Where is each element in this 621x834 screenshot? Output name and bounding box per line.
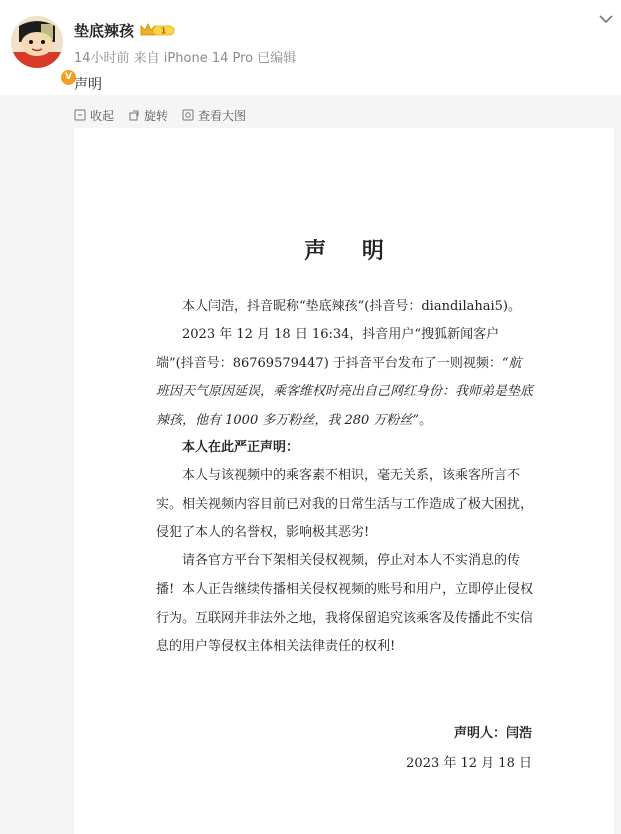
post-meta: 14小时前 来自 iPhone 14 Pro 已编辑 [74,51,297,66]
statement-image[interactable] [74,128,614,834]
collapse-label: 收起 [90,108,115,123]
statement-para-3: 本人在此严正声明： [182,440,300,455]
statement-para-5: 请各官方平台下架相关侵权视频，停止对本人不实消息的传播! [156,553,521,597]
rotate-icon [128,109,140,121]
username[interactable]: 垫底辣孩 [74,22,135,40]
magnify-icon [182,109,194,121]
image-toolbar [74,106,260,124]
verified-badge: V [60,69,77,86]
avatar[interactable] [11,16,72,82]
statement-title: 声 明 [304,238,398,264]
statement-signer: 声明人：闫浩 [453,726,532,741]
post-header [0,0,621,95]
rotate-button[interactable] [128,107,168,124]
member-level: 1 [160,26,167,36]
statement-para-2-quote: “航班因天气原因延误，乘客维权时亮出自己网红身份：我师弟是垫底辣孩，他有 1000 多万粉丝，我 280 万粉丝” [156,355,534,428]
statement-para-4: 本人与该视频中的乘客素不相识，毫无关系，该乘客所言不实。相关视频内容目前已对我的日常生活与工作造成了极大困扰，侵犯了本人的名誉权，影响极其恶劣! [156,468,534,540]
collapse-icon [74,109,86,121]
view-large-button[interactable] [182,107,246,124]
statement-para-2-intro: 2023 年 12 月 18 日 16:34，抖音用户“搜狐新闻客户端”(抖音号：86769579447) 于抖音平台发布了一则视频： [156,327,502,371]
statement-date: 2023 年 12 月 18 日 [406,756,532,771]
collapse-button[interactable] [74,107,114,124]
post-text: 声明 [74,77,102,93]
view-large-label: 查看大图 [198,108,247,123]
statement-para-2 [156,321,534,435]
rotate-label: 旋转 [144,108,169,123]
avatar-image [11,16,63,68]
statement-para-1: 本人闫浩，抖音昵称“垫底辣孩”(抖音号：diandilahai5)。 [182,299,521,314]
statement-para-6: 本人正告继续传播相关侵权视频的账号和用户，立即停止侵权行为。互联网并非法外之地，我将保留追究该乘客及传播此不实信息的用户等侵权主体相关法律责任的权利! [156,582,534,654]
chevron-down-icon[interactable] [597,12,615,26]
statement-para-2-end: 。 [419,412,433,428]
member-crown-icon[interactable] [139,22,175,38]
